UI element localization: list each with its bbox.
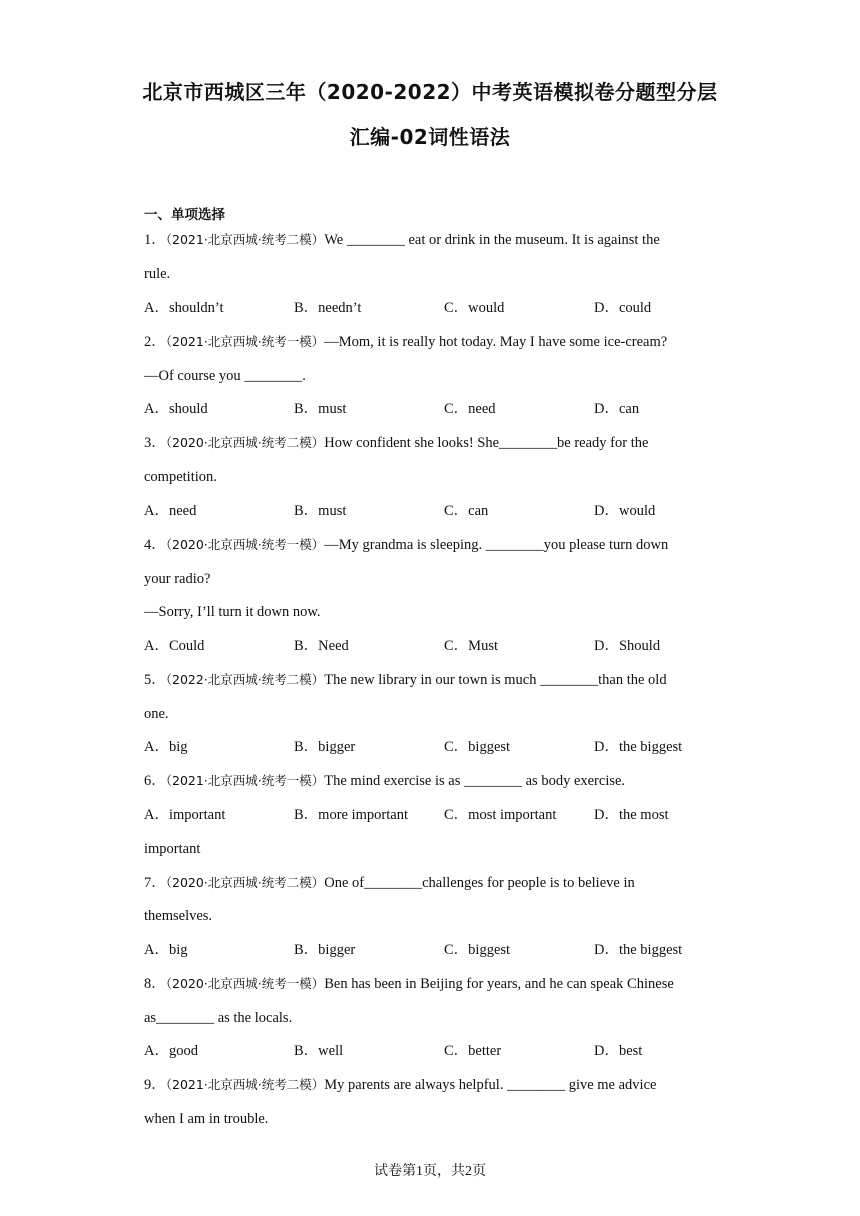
question-7-option-c[interactable]: C．biggest	[444, 942, 511, 958]
question-8-stem-cont: as________ as the locals.	[144, 1010, 293, 1026]
question-7-stem: 7．（2020·北京西城·统考二模）One of________challenges for people is to believe in	[144, 875, 635, 891]
question-7-option-d[interactable]: D．the biggest	[594, 942, 683, 958]
question-4-option-b[interactable]: B．Need	[294, 638, 349, 654]
question-9-stem: 9．（2021·北京西城·统考二模）My parents are always helpful. ________ give me advice	[144, 1077, 657, 1093]
question-3-stem-cont: competition.	[144, 469, 217, 485]
question-3-option-d[interactable]: D．would	[594, 503, 656, 519]
question-5-stem: 5．（2022·北京西城·统考二模）The new library in our town is much ________than the old	[144, 672, 667, 688]
question-1-option-c[interactable]: C．would	[444, 300, 505, 316]
question-4-option-d[interactable]: D．Should	[594, 638, 661, 654]
question-6-stem: 6．（2021·北京西城·统考一模）The mind exercise is as ________ as body exercise.	[144, 773, 626, 789]
question-6-option-b[interactable]: B．more important	[294, 807, 408, 823]
page-title: 北京市西城区三年（2020-2022）中考英语模拟卷分题型分层	[142, 80, 718, 104]
question-3-option-b[interactable]: B．must	[294, 503, 347, 519]
question-2-option-b[interactable]: B．must	[294, 401, 347, 417]
question-3-stem: 3．（2020·北京西城·统考二模）How confident she looks! She________be ready for the	[144, 435, 649, 451]
question-2-option-c[interactable]: C．need	[444, 401, 496, 417]
question-3-option-a[interactable]: A．need	[144, 503, 197, 519]
question-8-option-b[interactable]: B．well	[294, 1043, 344, 1059]
question-6-option-a[interactable]: A．important	[144, 807, 226, 823]
question-4-option-a[interactable]: A．Could	[144, 638, 205, 654]
question-8-option-a[interactable]: A．good	[144, 1043, 198, 1059]
question-4-option-c[interactable]: C．Must	[444, 638, 498, 654]
question-8-option-d[interactable]: D．best	[594, 1043, 643, 1059]
question-2-stem-cont: —Of course you ________.	[144, 368, 306, 384]
question-5-option-b[interactable]: B．bigger	[294, 739, 356, 755]
question-6-option-d-wrap[interactable]: important	[144, 841, 201, 857]
question-8-option-c[interactable]: C．better	[444, 1043, 502, 1059]
question-4-stem: 4．（2020·北京西城·统考一模）—My grandma is sleeping. ________you please turn down	[144, 537, 669, 553]
question-9-stem-cont: when I am in trouble.	[144, 1111, 269, 1127]
question-5-option-a[interactable]: A．big	[144, 739, 188, 755]
question-6-option-d[interactable]: D．the most	[594, 807, 669, 823]
question-6-option-c[interactable]: C．most important	[444, 807, 557, 823]
question-7-option-a[interactable]: A．big	[144, 942, 188, 958]
question-2-option-a[interactable]: A．should	[144, 401, 208, 417]
section-heading: 一、单项选择	[144, 207, 225, 223]
question-1-option-d[interactable]: D．could	[594, 300, 652, 316]
question-4-stem-cont: your radio?	[144, 571, 211, 587]
question-5-option-c[interactable]: C．biggest	[444, 739, 511, 755]
question-1-option-b[interactable]: B．needn’t	[294, 300, 362, 316]
question-1-stem: 1．（2021·北京西城·统考二模）We ________ eat or drink in the museum. It is against the	[144, 232, 660, 248]
question-5-option-d[interactable]: D．the biggest	[594, 739, 683, 755]
question-2-stem: 2．（2021·北京西城·统考一模）—Mom, it is really hot today. May I have some ice-cream?	[144, 334, 668, 350]
question-1-option-a[interactable]: A．shouldn’t	[144, 300, 224, 316]
page-footer: 试卷第1页，共2页	[374, 1164, 486, 1179]
page-subtitle: 汇编-02词性语法	[349, 125, 511, 149]
question-5-stem-cont: one.	[144, 706, 169, 722]
question-8-stem: 8．（2020·北京西城·统考一模）Ben has been in Beijing for years, and he can speak Chinese	[144, 976, 674, 992]
question-2-option-d[interactable]: D．can	[594, 401, 640, 417]
question-7-option-b[interactable]: B．bigger	[294, 942, 356, 958]
question-4-stem-reply: —Sorry, I’ll turn it down now.	[144, 604, 321, 620]
question-7-stem-cont: themselves.	[144, 908, 213, 924]
question-1-stem-cont: rule.	[144, 266, 171, 282]
question-3-option-c[interactable]: C．can	[444, 503, 489, 519]
